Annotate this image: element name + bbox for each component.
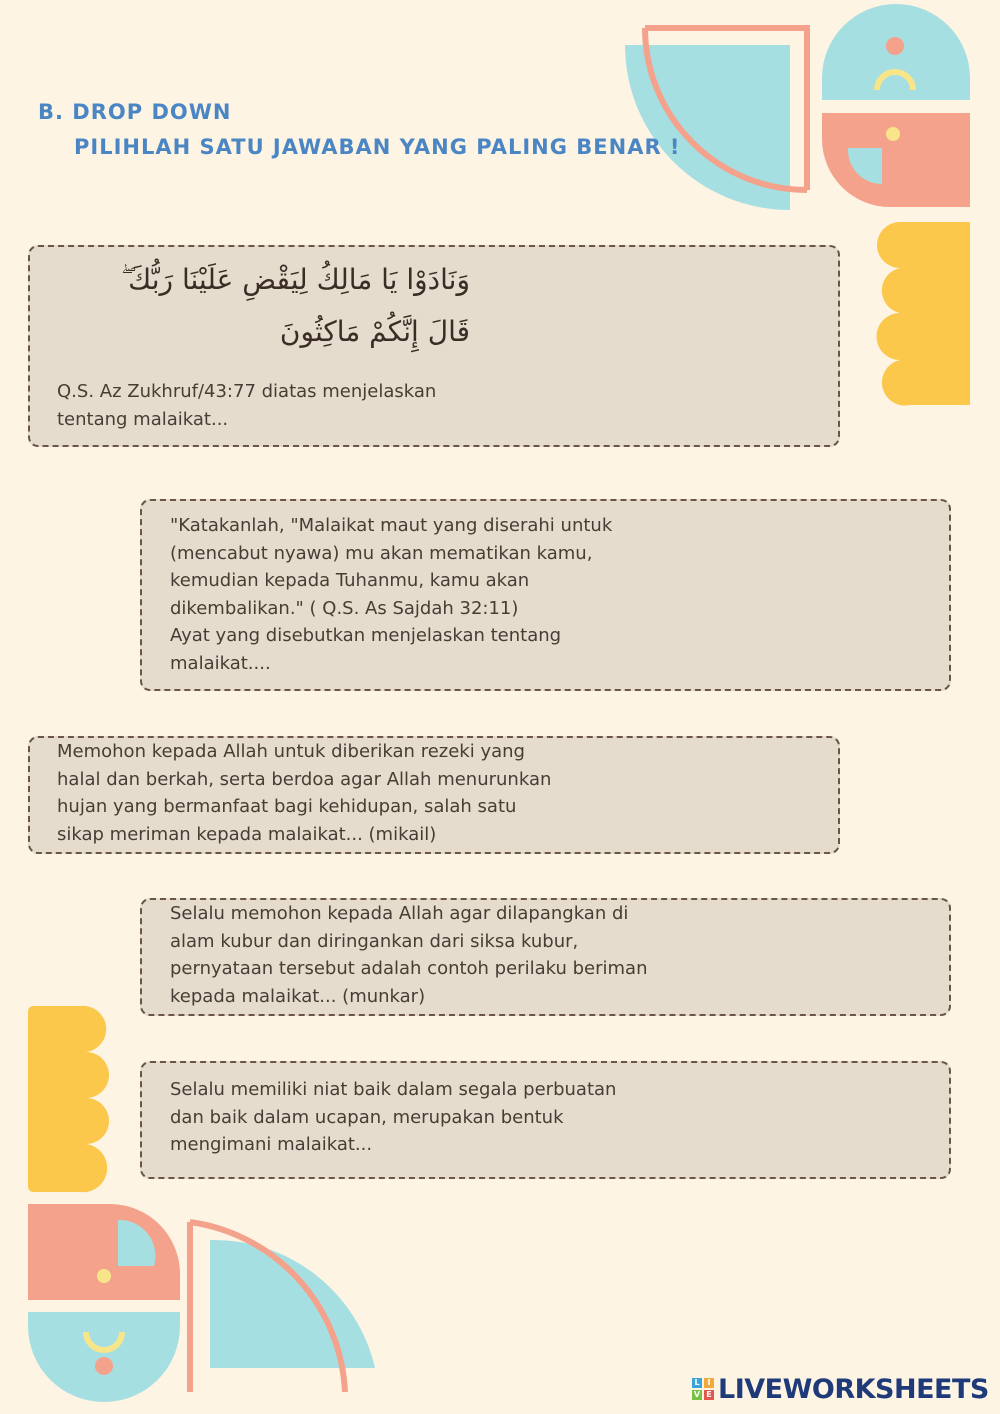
arabic-verse-line-1: وَنَادَوْا يَا مَالِكُ لِيَقْضِ عَلَيْنَا رَبُّكَ ۖ: [121, 263, 470, 296]
question-text-5: Selalu memiliki niat baik dalam segala perbuatan dan baik dalam ucapan, merupakan bentuk mengimani malaikat...: [170, 1079, 617, 1155]
brand-name: LIVEWORKSHEETS: [718, 1373, 989, 1405]
logo-letter: L: [692, 1378, 702, 1388]
logo-letter: V: [693, 1390, 701, 1399]
instruction-text: PILIHLAH SATU JAWABAN YANG PALING BENAR !: [74, 135, 681, 159]
arabic-verse-line-2: قَالَ إِنَّكُمْ مَاكِثُونَ: [279, 315, 470, 348]
logo-grid-icon: [692, 1378, 714, 1400]
question-text-3: Memohon kepada Allah untuk diberikan rezeki yang halal dan berkah, serta berdoa agar Allah menurunkan hujan yang bermanfaat bagi kehidupan, salah satu sikap meriman kepada malaikat... (mikail): [57, 741, 552, 845]
question-text-2: "Katakanlah, "Malaikat maut yang diserahi untuk (mencabut nyawa) mu akan mematikan kamu, kemudian kepada Tuhanmu, kamu akan dikembalikan." ( Q.S. As Sajdah 32:11) Ayat yang disebutkan menjelaskan tentang malaikat....: [170, 515, 613, 674]
logo-letter: I: [704, 1378, 714, 1388]
question-text-4: Selalu memohon kepada Allah agar dilapangkan di alam kubur dan diringankan dari siksa kubur, pernyataan tersebut adalah contoh perilaku beriman kepada malaikat... (munkar): [170, 903, 648, 1007]
liveworksheets-logo[interactable]: [692, 1373, 989, 1405]
section-title: B. DROP DOWN: [38, 100, 232, 124]
logo-letter: E: [704, 1390, 714, 1400]
question-text-1: Q.S. Az Zukhruf/43:77 diatas menjelaskan tentang malaikat...: [57, 381, 437, 430]
